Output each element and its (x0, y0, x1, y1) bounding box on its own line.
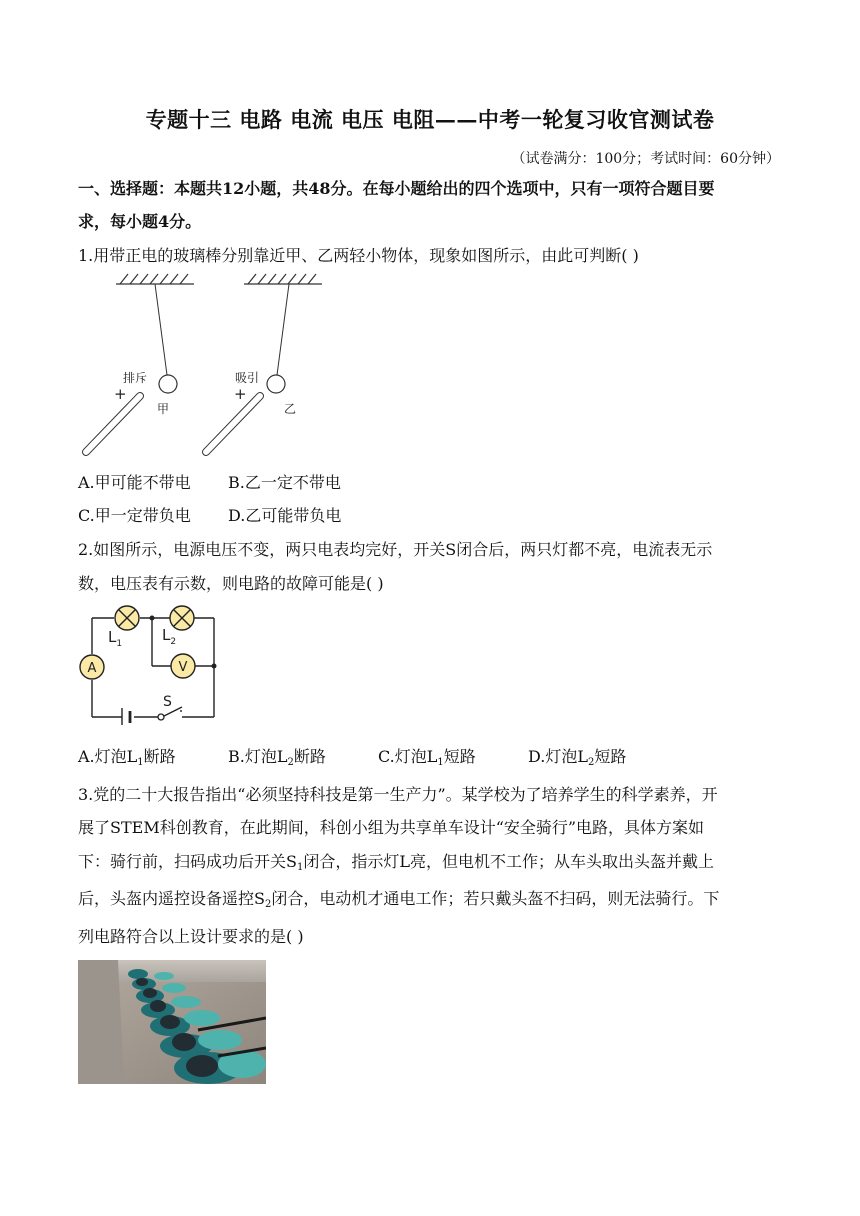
switch-label: S (163, 694, 172, 710)
q1-stem: 1.用带正电的玻璃棒分别靠近甲、乙两轻小物体，现象如图所示，由此可判断( ) (78, 246, 639, 265)
q3-line3: 下：骑行前，扫码成功后开关$S_1$闭合，指示灯L亮，但电机不工作；从车头取出头盔并戴上 (78, 852, 714, 873)
ammeter-label: A (87, 661, 97, 676)
left-label: 排斥 (123, 371, 148, 385)
section-heading-line2: 求，每小题4分。 (78, 212, 202, 231)
left-glass-rod (86, 396, 140, 452)
q2-option-c[interactable]: C.灯泡$L_1$短路 (378, 747, 476, 768)
left-plus: + (114, 385, 127, 403)
q2-options-row (78, 747, 626, 773)
right-thread (277, 284, 289, 375)
left-ball (159, 375, 177, 393)
q2-option-b[interactable]: B.灯泡$L_2$断路 (228, 747, 326, 768)
q3-line4: 后，头盔内遥控设备遥控$S_2$闭合，电动机才通电工作；若只戴头盔不扫码，则无法骑行。下 (78, 889, 720, 910)
right-ceiling (244, 274, 322, 284)
q2-stem-line2: 数，电压表有示数，则电路的故障可能是( ) (78, 574, 384, 593)
left-thread (155, 284, 167, 375)
lamp-l2-label: $L_2$ (162, 626, 177, 647)
right-label: 吸引 (235, 371, 260, 385)
q3-photo-shared-bikes (78, 960, 266, 1084)
left-ceiling (116, 274, 194, 284)
exam-meta: （试卷满分：100分；考试时间：60分钟） (511, 151, 780, 167)
q1-figure-electroscope (78, 272, 368, 462)
q1-option-d[interactable]: D.乙可能带负电 (228, 506, 342, 525)
section-heading-line1: 一、选择题：本题共12小题，共48分。在每小题给出的四个选项中，只有一项符合题目要 (78, 179, 715, 198)
right-plus: + (234, 385, 247, 403)
right-glass-rod (206, 396, 260, 452)
q1-option-c[interactable]: C.甲一定带负电 (78, 506, 191, 525)
page-title: 专题十三 电路 电流 电压 电阻——中考一轮复习收官测试卷 (145, 107, 715, 132)
right-ball (267, 375, 285, 393)
right-ball-label: 乙 (284, 402, 297, 416)
left-ball-label: 甲 (157, 402, 170, 416)
lamp-l1-label: $L_1$ (108, 628, 123, 649)
voltmeter-label: V (178, 660, 188, 675)
q2-figure-circuit (78, 600, 228, 725)
lamp-l2 (170, 606, 194, 630)
battery (122, 708, 130, 725)
q3-line5: 列电路符合以上设计要求的是( ) (78, 927, 304, 946)
q1-option-a[interactable]: A.甲可能不带电 (78, 473, 191, 492)
junction-top (150, 616, 155, 621)
q3-line2: 展了STEM科创教育，在此期间，科创小组为共享单车设计“安全骑行”电路，具体方案如 (78, 818, 705, 837)
q1-options-row2 (78, 506, 341, 526)
q2-stem-line1: 2.如图所示，电源电压不变，两只电表均完好，开关S闭合后，两只灯都不亮，电流表无示 (78, 540, 713, 559)
q2-option-d[interactable]: D.灯泡$L_2$短路 (528, 747, 627, 768)
q2-option-a[interactable]: A.灯泡$L_1$断路 (78, 747, 176, 768)
junction-right (212, 664, 217, 669)
q1-options-row1 (78, 473, 341, 493)
q1-option-b[interactable]: B.乙一定不带电 (228, 473, 341, 492)
q3-line1: 3.党的二十大报告指出“必须坚持科技是第一生产力”。某学校为了培养学生的科学素养，开 (78, 785, 718, 804)
lamp-l1 (115, 606, 139, 630)
